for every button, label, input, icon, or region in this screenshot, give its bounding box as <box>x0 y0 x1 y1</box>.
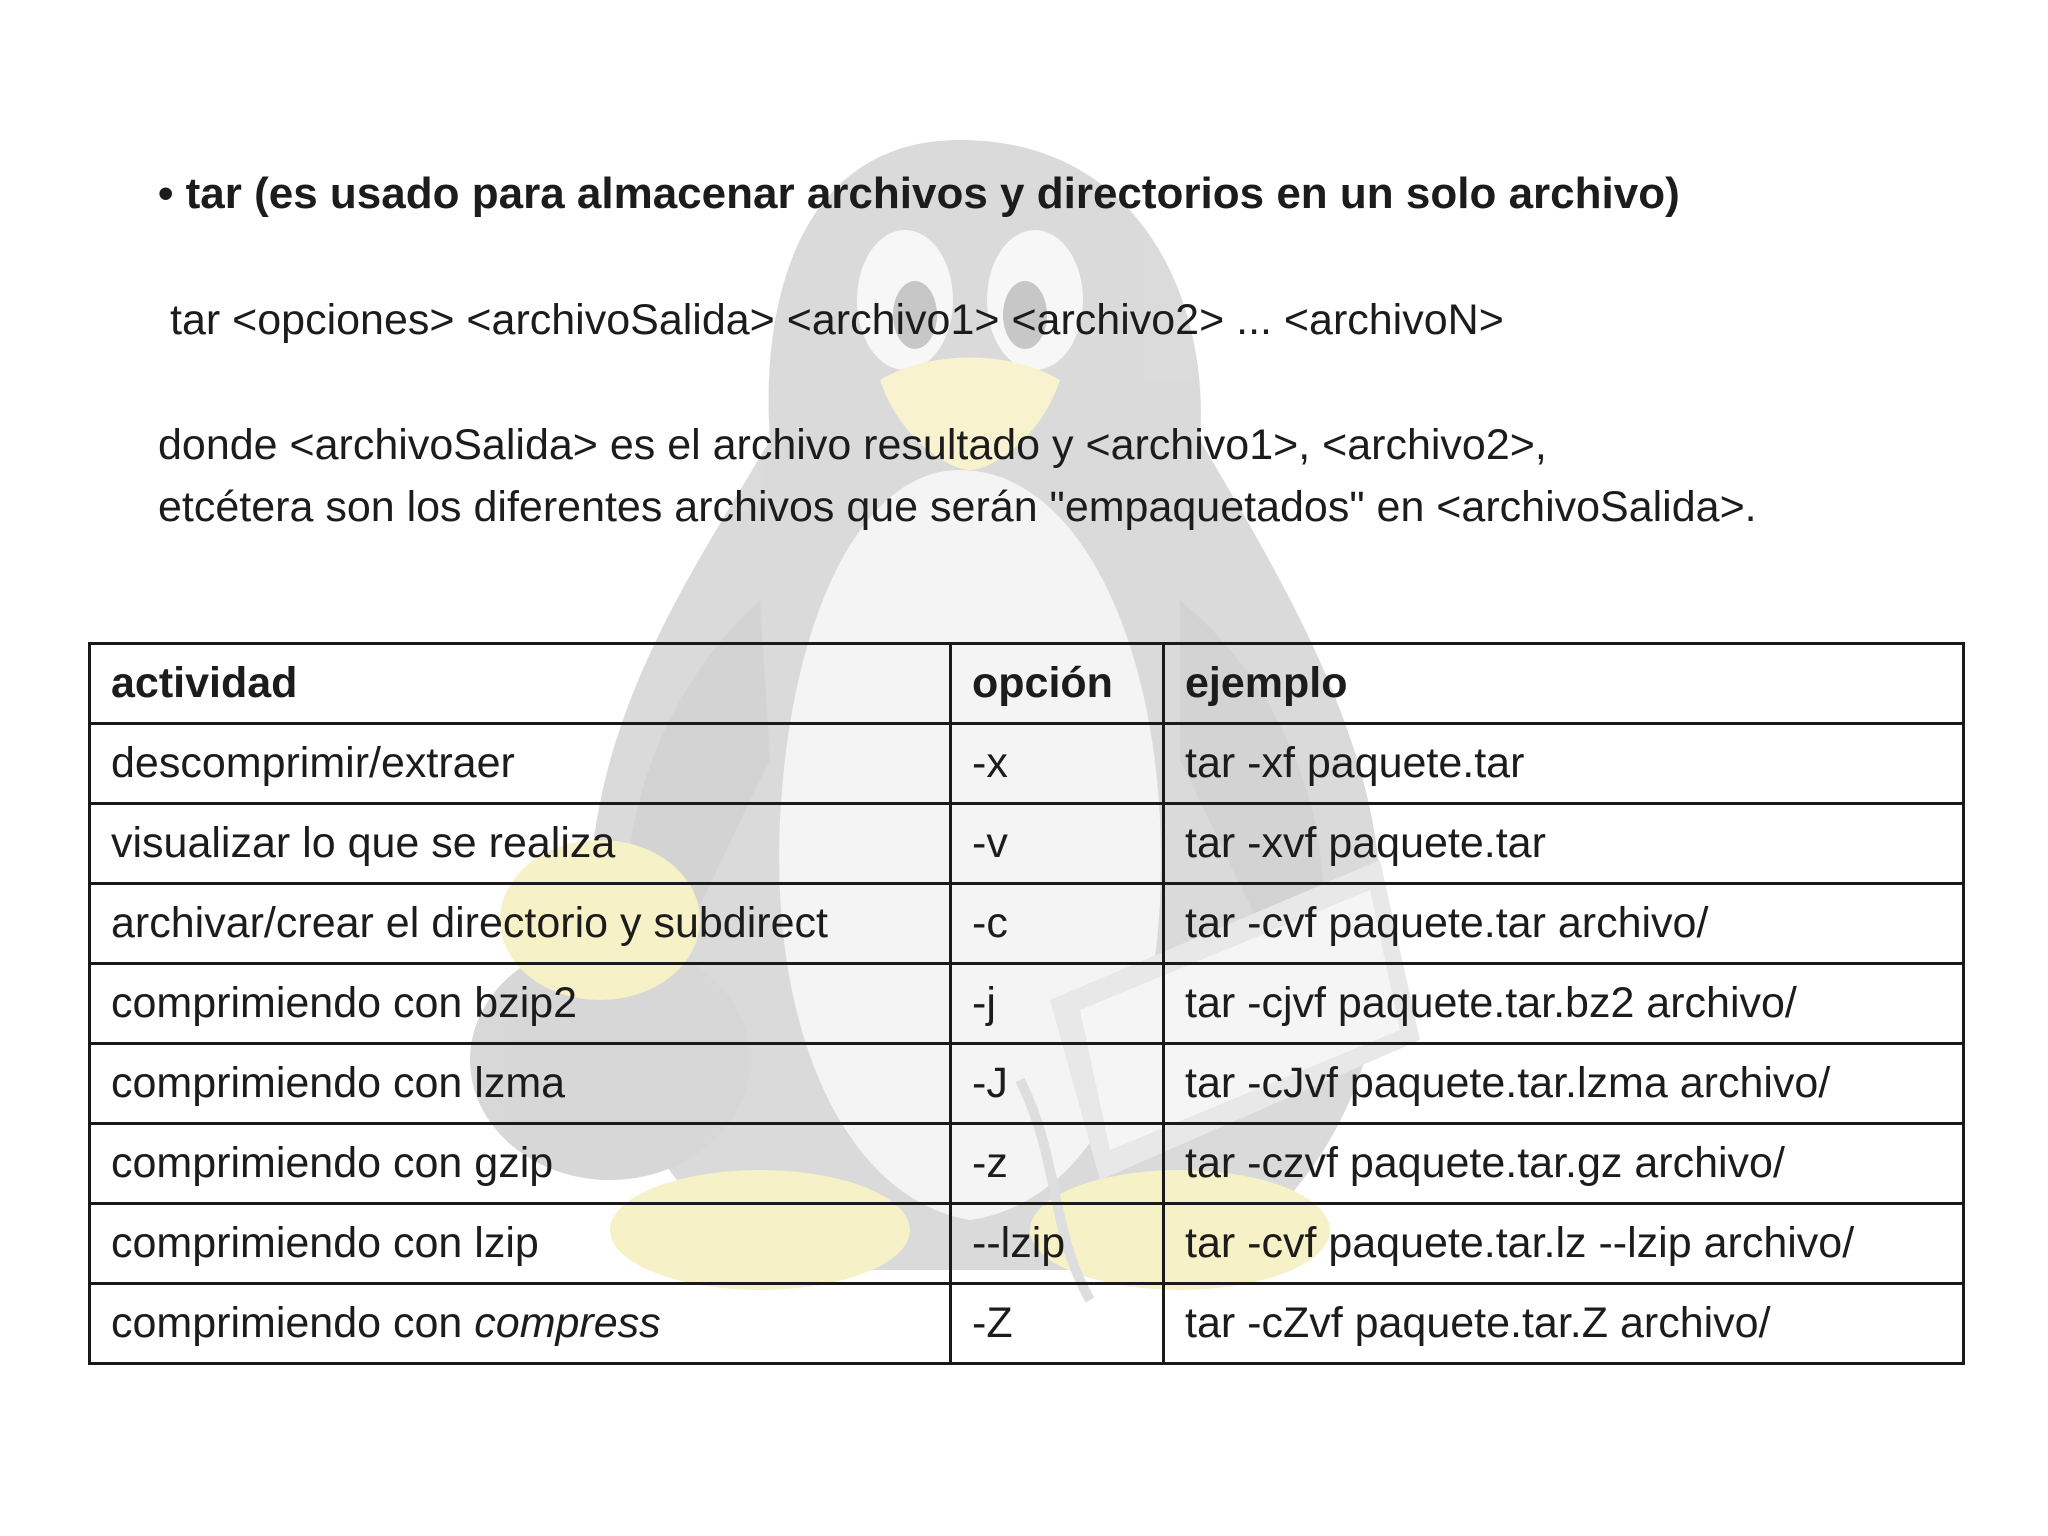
header-option: opción <box>951 644 1164 724</box>
option-cell: -v <box>951 804 1164 884</box>
description-line-1: donde <archivoSalida> es el archivo resultado y <archivo1>, <archivo2>, <box>158 421 1547 469</box>
option-cell: -z <box>951 1124 1164 1204</box>
example-cell: tar -cvf paquete.tar.lz --lzip archivo/ <box>1164 1204 1964 1284</box>
bullet-title-text: tar (es usado para almacenar archivos y directorios en un solo archivo) <box>185 169 1680 218</box>
table-row <box>90 1284 1964 1364</box>
table-row <box>90 804 1964 884</box>
activity-cell: comprimiendo con lzip <box>90 1204 951 1284</box>
activity-cell: archivar/crear el directorio y subdirect <box>90 884 951 964</box>
description-paragraph <box>158 414 1757 538</box>
option-cell: -j <box>951 964 1164 1044</box>
header-activity: actividad <box>90 644 951 724</box>
example-cell: tar -cvf paquete.tar archivo/ <box>1164 884 1964 964</box>
option-cell: -J <box>951 1044 1164 1124</box>
activity-emphasis: compress <box>474 1299 661 1347</box>
table-header-row <box>90 644 1964 724</box>
option-cell: --lzip <box>951 1204 1164 1284</box>
option-cell: -c <box>951 884 1164 964</box>
example-cell: tar -xvf paquete.tar <box>1164 804 1964 884</box>
header-example: ejemplo <box>1164 644 1964 724</box>
example-cell: tar -cZvf paquete.tar.Z archivo/ <box>1164 1284 1964 1364</box>
example-cell: tar -czvf paquete.tar.gz archivo/ <box>1164 1124 1964 1204</box>
example-cell: tar -xf paquete.tar <box>1164 724 1964 804</box>
example-cell: tar -cjvf paquete.tar.bz2 archivo/ <box>1164 964 1964 1044</box>
tar-syntax-line: tar <opciones> <archivoSalida> <archivo1> <archivo2> ... <archivoN> <box>170 296 1504 344</box>
table-row <box>90 964 1964 1044</box>
description-line-2: etcétera son los diferentes archivos que serán "empaquetados" en <archivoSalida>. <box>158 483 1757 531</box>
activity-cell: visualizar lo que se realiza <box>90 804 951 884</box>
activity-cell: comprimiendo con lzma <box>90 1044 951 1124</box>
activity-cell: comprimiendo con gzip <box>90 1124 951 1204</box>
table-row <box>90 724 1964 804</box>
activity-cell <box>90 1284 951 1364</box>
table-row <box>90 1204 1964 1284</box>
activity-prefix: comprimiendo con <box>111 1299 475 1347</box>
tar-options-table <box>88 642 1965 1365</box>
table-row <box>90 884 1964 964</box>
table-row <box>90 1124 1964 1204</box>
table-row <box>90 1044 1964 1124</box>
activity-cell: comprimiendo con bzip2 <box>90 964 951 1044</box>
bullet-symbol: • <box>158 169 174 218</box>
option-cell: -x <box>951 724 1164 804</box>
activity-cell: descomprimir/extraer <box>90 724 951 804</box>
bullet-title <box>158 166 1680 222</box>
option-cell: -Z <box>951 1284 1164 1364</box>
example-cell: tar -cJvf paquete.tar.lzma archivo/ <box>1164 1044 1964 1124</box>
